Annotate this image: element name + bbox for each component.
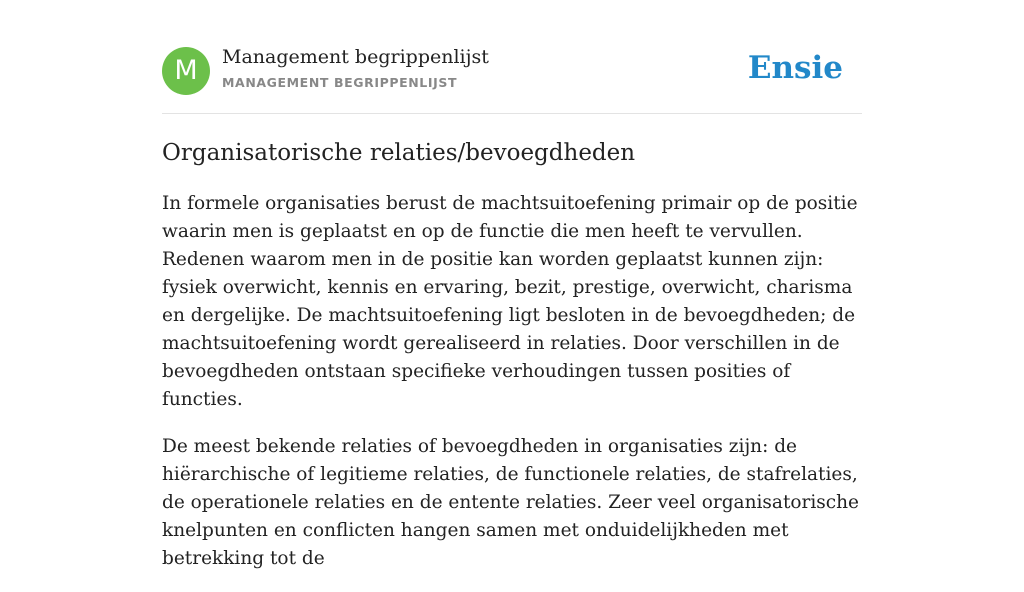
header-divider <box>162 113 862 114</box>
site-avatar[interactable]: M <box>162 47 210 95</box>
site-subtitle: MANAGEMENT BEGRIPPENLIJST <box>222 75 458 90</box>
article-paragraph-2: De meest bekende relaties of bevoegdheden in organisaties zijn: de hiërarchische of legitieme relaties, de functionele relaties, de stafrelaties, de operationele relaties en de entente relaties. Zeer veel organisatorische knelpunten en conflicten hangen samen met onduidelijkheden met betrekking tot de <box>162 436 859 569</box>
article-paragraph-1: In formele organisaties berust de machtsuitoefening primair op de positie waarin men is geplaatst en op de functie die men heeft te vervullen. Redenen waarom men in de positie kan worden geplaatst kunnen zijn: fysiek overwicht, kennis en ervaring, bezit, prestige, overwicht, charisma en dergelijke. De machtsuitoefening ligt besloten in de bevoegdheden; de machtsuitoefening wordt gerealiseerd in relaties. Door verschillen in de bevoegdheden ontstaan specifieke verhoudingen tussen posities of functies. <box>162 193 858 410</box>
article-title: Organisatorische relaties/bevoegdheden <box>162 140 636 166</box>
site-title-link[interactable]: Management begrippenlijst <box>222 46 489 68</box>
site-header <box>162 46 862 96</box>
ensie-logo[interactable]: Ensie <box>747 50 843 86</box>
article-body <box>162 190 862 592</box>
